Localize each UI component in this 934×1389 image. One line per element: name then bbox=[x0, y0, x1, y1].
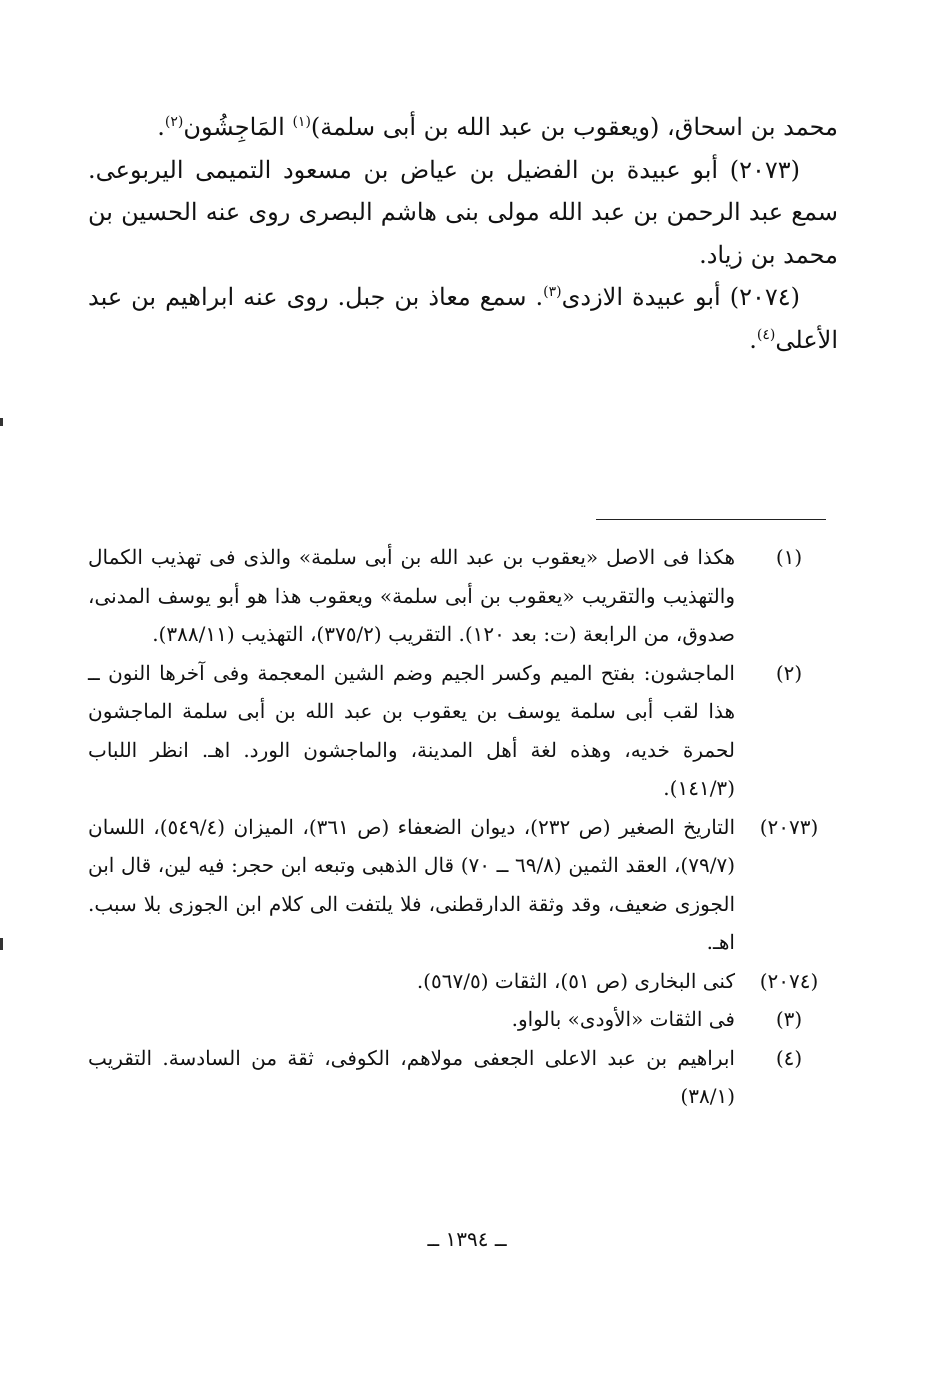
footnotes bbox=[88, 538, 843, 1116]
footnote-number: (٣) bbox=[775, 1007, 803, 1031]
footnote bbox=[88, 808, 843, 962]
page-number: ــ ١٣٩٤ ــ bbox=[427, 1227, 507, 1251]
punctuation: . bbox=[749, 325, 757, 354]
footnote-number: (٢٠٧٤) bbox=[759, 968, 819, 993]
footnote-text: الماجشون: بفتح الميم وكسر الجيم وضم الشين المعجمة وفى آخرها النون ــ هذا لقب أبى سلمة يوسف بن يعقوب بن عبد الله بن أبى سلمة الماجشون لحمرة خديه، وهذه لغة أهل المدينة، والماجشون الورد. اهـ. انظر اللباب (١٤١/٣). bbox=[88, 660, 735, 800]
footnote-number: (٢٠٧٣) bbox=[759, 814, 819, 839]
footnote-number: (٢) bbox=[775, 660, 803, 685]
footnote-ref: (٢) bbox=[164, 114, 184, 130]
footnote-text: التاريخ الصغير (ص ٢٣٢)، ديوان الضعفاء (ص ٣٦١)، الميزان (٥٤٩/٤)، اللسان (٧٩/٧)، العقد الثمين (٦٩/٨ ــ ٧٠) قال الذهبى وتبعه ابن حجر: فيه لين، قال ابن الجوزى ضعيف، وقد وثقة الدارقطنى، فلا يلتفت الى كلام ابن الجوزى بلا سبب. اهـ. bbox=[88, 814, 736, 954]
footnote bbox=[88, 654, 843, 808]
footnote-text: كنى البخارى (ص ٥١)، الثقات (٥٦٧/٥). bbox=[416, 968, 735, 993]
footnote bbox=[88, 962, 843, 1001]
footnote-text: ابراهيم بن عبد الاعلى الجعفى مولاهم، الكوفى، ثقة من السادسة. التقريب (٣٨/١) bbox=[88, 1045, 735, 1108]
footnote-number: (١) bbox=[775, 545, 803, 569]
footnote bbox=[88, 538, 843, 654]
footnote bbox=[88, 1000, 843, 1039]
footnote bbox=[88, 1039, 843, 1116]
scan-edge-mark bbox=[0, 938, 3, 950]
footnote-text: فى الثقات «الأودى» بالواو. bbox=[511, 1007, 735, 1031]
footnote-text: هكذا فى الاصل «يعقوب بن عبد الله بن أبى سلمة» والذى فى تهذيب الكمال والتهذيب والتقريب «يعقوب بن أبى سلمة» ويعقوب هذا هو أبو يوسف المدنى، صدوق، من الرابعة (ت: بعد ١٢٠). التقريب (٣٧٥/٢)، التهذيب (٣٨٨/١١). bbox=[88, 545, 735, 646]
entry-2074-body: . سمع معاذ بن جبل. روى عنه ابراهيم بن عبد الأعلى bbox=[88, 283, 838, 354]
footnote-separator bbox=[596, 519, 826, 520]
footnote-number: (٤) bbox=[775, 1045, 803, 1070]
footnote-ref: (٣) bbox=[543, 284, 562, 300]
main-text bbox=[88, 106, 838, 361]
footnote-ref: (١) bbox=[292, 114, 311, 130]
punctuation: . bbox=[157, 113, 165, 141]
entry-2073: (٢٠٧٣) أبو عبيدة بن الفضيل بن عياض بن مسعود التميمى اليربوعى. سمع عبد الرحمن بن عبد الله مولى بنى هاشم البصرى روى عنه الحسين بن محمد بن زياد. bbox=[88, 155, 838, 269]
footnote-ref: (٤) bbox=[756, 326, 776, 343]
paragraph-1-text: محمد بن اسحاق، (ويعقوب بن عبد الله بن أبى سلمة) bbox=[310, 113, 838, 141]
scan-edge-mark bbox=[0, 418, 3, 426]
paragraph-1 bbox=[88, 106, 838, 149]
entry-2074-head: (٢٠٧٤) أبو عبيدة الازدى bbox=[561, 283, 800, 311]
entry-2074 bbox=[88, 276, 838, 361]
paragraph-1-name: المَاجِشُون bbox=[183, 113, 293, 141]
